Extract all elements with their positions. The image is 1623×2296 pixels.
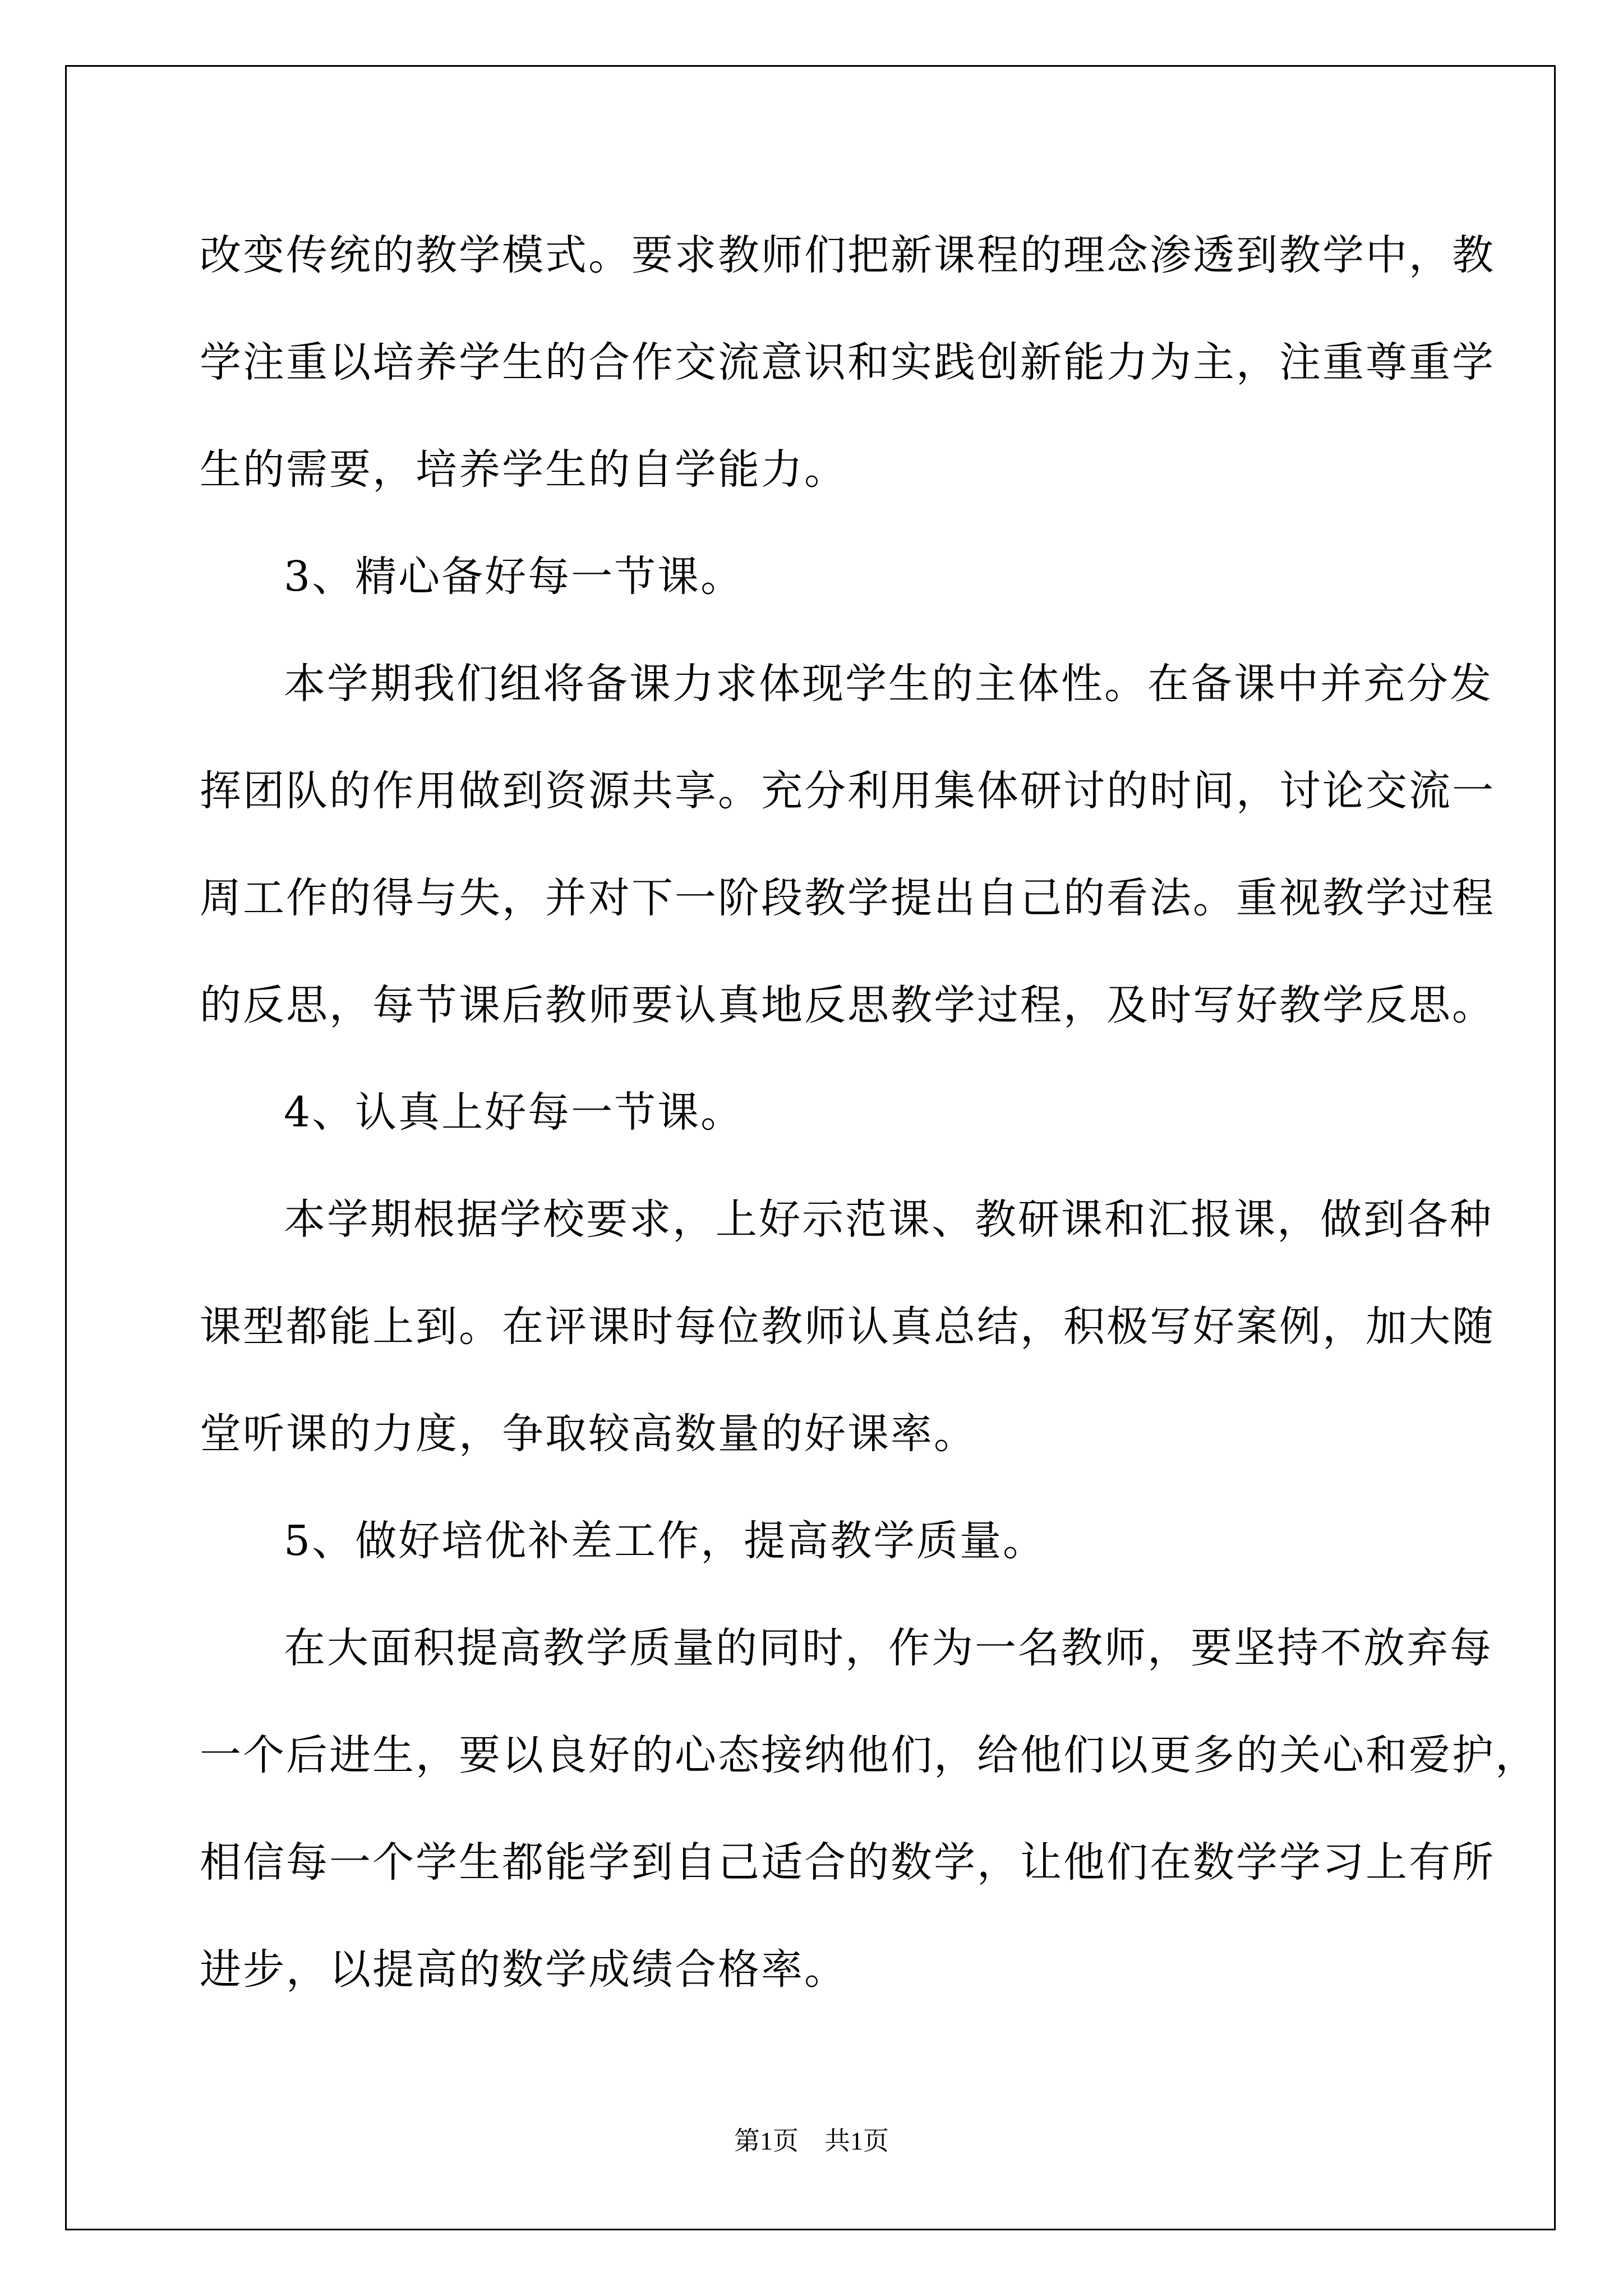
text-line-17: 进步，以提高的数学成绩合格率。 xyxy=(200,1945,847,1994)
text-line-5: 本学期我们组将备课力求体现学生的主体性。在备课中并充分发 xyxy=(284,660,1493,708)
text-line-2: 学注重以培养学生的合作交流意识和实践创新能力为主，注重尊重学 xyxy=(200,338,1495,386)
document-body xyxy=(200,202,1538,2023)
text-line-14: 在大面积提高教学质量的同时，作为一名教师，要坚持不放弃每 xyxy=(284,1624,1493,1672)
text-line-8: 的反思，每节课后教师要认真地反思教学过程，及时写好教学反思。 xyxy=(200,981,1495,1029)
page-footer: 第1页 共1页 xyxy=(734,2127,889,2155)
text-line-15: 一个后进生，要以良好的心态接纳他们，给他们以更多的关心和爱护， xyxy=(200,1731,1538,1779)
text-line-3: 生的需要，培养学生的自学能力。 xyxy=(200,445,847,494)
text-line-12: 堂听课的力度，争取较高数量的好课率。 xyxy=(200,1410,977,1458)
section-heading-3: 3、精心备好每一节课。 xyxy=(284,553,744,601)
text-line-10: 本学期根据学校要求，上好示范课、教研课和汇报课，做到各种 xyxy=(284,1195,1493,1244)
section-heading-4: 4、认真上好每一节课。 xyxy=(284,1088,744,1137)
text-line-11: 课型都能上到。在评课时每位教师认真总结，积极写好案例，加大随 xyxy=(200,1303,1495,1351)
text-line-7: 周工作的得与失，并对下一阶段教学提出自己的看法。重视教学过程 xyxy=(200,874,1495,922)
text-line-6: 挥团队的作用做到资源共享。充分利用集体研讨的时间，讨论交流一 xyxy=(200,767,1495,815)
text-line-1: 改变传统的教学模式。要求教师们把新课程的理念渗透到教学中，教 xyxy=(200,231,1495,279)
text-line-16: 相信每一个学生都能学到自己适合的数学，让他们在数学学习上有所 xyxy=(200,1838,1495,1887)
section-heading-5: 5、做好培优补差工作，提高教学质量。 xyxy=(284,1517,1046,1565)
